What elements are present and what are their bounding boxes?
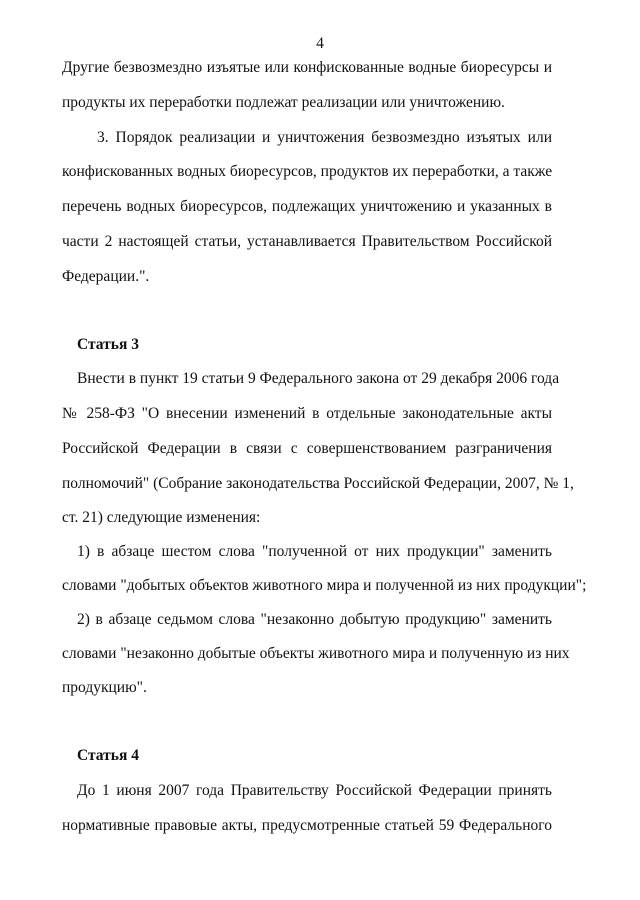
list-item-line: 2) в абзаце седьмом слова "незаконно добытую продукцию" заменить bbox=[77, 611, 552, 628]
article-4-heading: Статья 4 bbox=[77, 747, 139, 764]
paragraph-line: нормативные правовые акты, предусмотренные статьей 59 Федерального bbox=[62, 817, 552, 834]
paragraph-line: 3. Порядок реализации и уничтожения безвозмездно изъятых или bbox=[97, 129, 552, 146]
paragraph-line: ст. 21) следующие изменения: bbox=[62, 509, 261, 526]
paragraph-line: № 258-ФЗ "О внесении изменений в отдельные законодательные акты bbox=[62, 405, 552, 422]
list-item-line: 1) в абзаце шестом слова "полученной от них продукции" заменить bbox=[77, 543, 552, 560]
page-number: 4 bbox=[316, 35, 324, 52]
paragraph-line: полномочий" (Собрание законодательства Российской Федерации, 2007, № 1, bbox=[62, 475, 574, 492]
list-item-line: продукцию". bbox=[62, 679, 147, 696]
paragraph-line: Внести в пункт 19 статьи 9 Федерального закона от 29 декабря 2006 года bbox=[77, 370, 560, 387]
paragraph-line: Другие безвозмездно изъятые или конфискованные водные биоресурсы и bbox=[62, 59, 552, 76]
list-item-line: словами "незаконно добытые объекты животного мира и полученную из них bbox=[62, 645, 570, 662]
list-item-line: словами "добытых объектов животного мира и полученной из них продукции"; bbox=[62, 577, 587, 594]
article-3-heading: Статья 3 bbox=[77, 336, 139, 353]
paragraph-line: Федерации.". bbox=[62, 268, 150, 285]
paragraph-line: части 2 настоящей статьи, устанавливается Правительством Российской bbox=[62, 233, 552, 250]
paragraph-line: До 1 июня 2007 года Правительству Российской Федерации принять bbox=[77, 782, 552, 799]
paragraph-line: Российской Федерации в связи с совершенствованием разграничения bbox=[62, 440, 552, 457]
paragraph-line: продукты их переработки подлежат реализации или уничтожению. bbox=[62, 94, 505, 111]
paragraph-line: перечень водных биоресурсов, подлежащих уничтожению и указанных в bbox=[62, 198, 552, 215]
paragraph-line: конфискованных водных биоресурсов, продуктов их переработки, а также bbox=[62, 163, 553, 180]
